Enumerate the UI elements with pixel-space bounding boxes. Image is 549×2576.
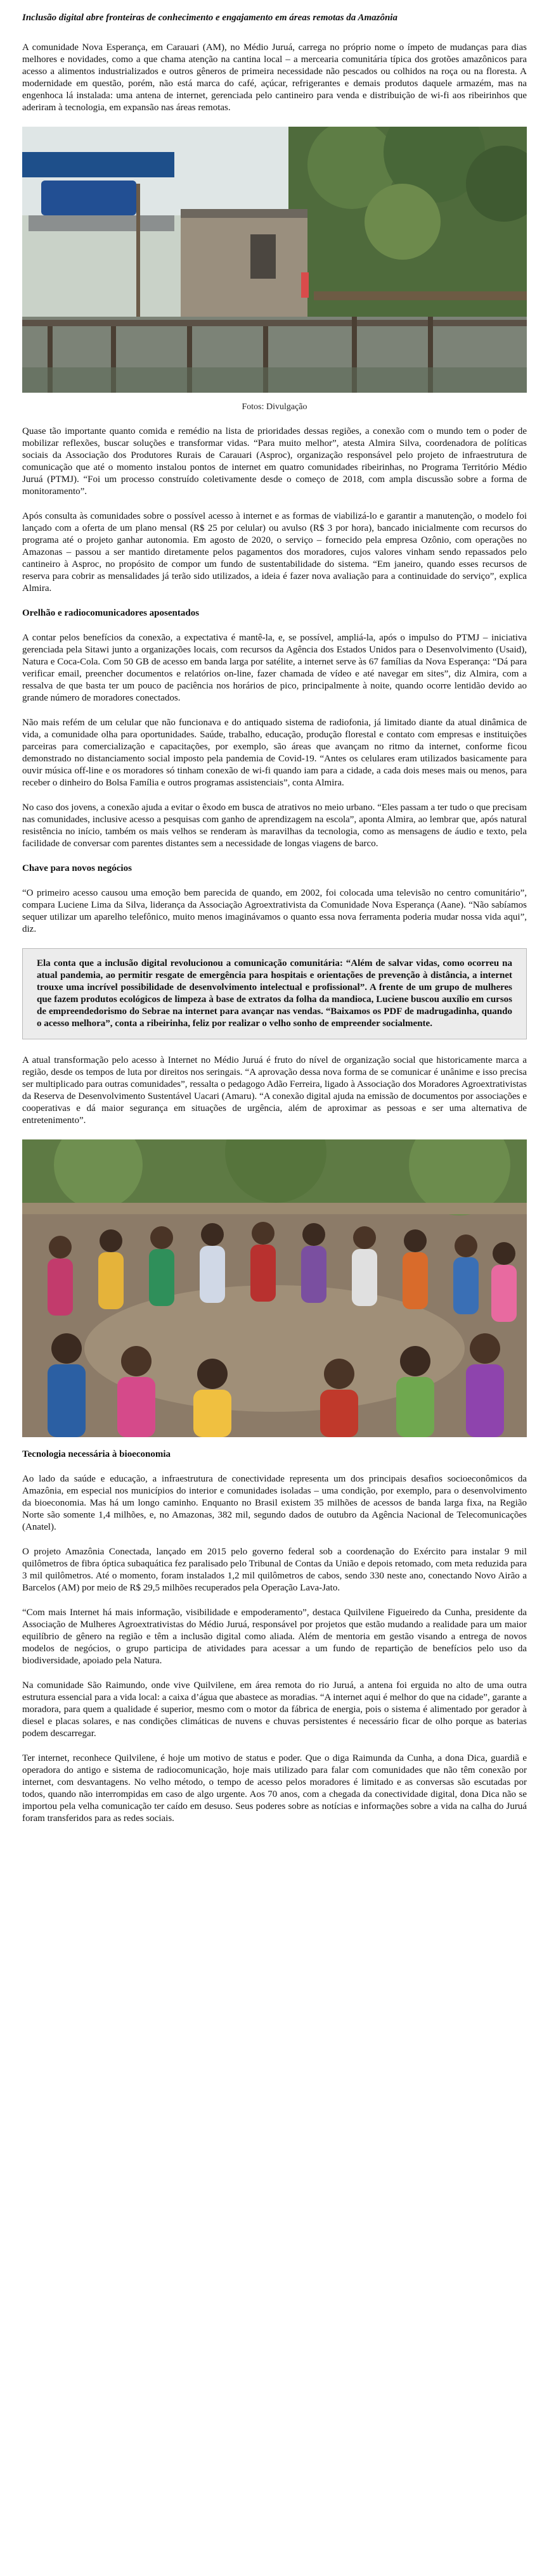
paragraph-8: A atual transformação pelo acesso à Internet no Médio Juruá é fruto do nível de organização social que historicamente marca a região, desde os tempos de luta por direitos nos seringais. “A aprovação dessa nova forma de se comunicar é unânime e isso precisa ser multiplicado para outras comunidades”, ressalta o pedagogo Adão Ferreira, ligado à Associação dos Moradores Agroextrativistas da Reserva de Desenvolvimento Sustentável Uacari (Amaru). “A conexão digital ajuda na emissão de documentos por associações e cooperativas e dá maior segurança em situações de urgência, além de aproximar as pessoas e ser uma alternativa de entretenimento”. xyxy=(22,1055,527,1126)
paragraph-11: “Com mais Internet há mais informação, visibilidade e empoderamento”, destaca Quilvilene Figueiredo da Cunha, presidente da Associação de Mulheres Agroextrativistas do Médio Juruá, responsável por projetos que estão mudando a realidade para um maior equilíbrio de gênero na região e têm a inclusão digital como aliada. Além de mentoria em gestão visando a entrega de novos modelos de negócios, o grupo participa de atividades para acessar a um fundo de repartição de benefícios pelo uso da biodiversidade, apoiado pela Natura. xyxy=(22,1608,527,1666)
subhead-orelhao: Orelhão e radiocomunicadores aposentados xyxy=(22,608,200,618)
photo-caption: Fotos: Divulgação xyxy=(242,402,307,412)
paragraph-10: O projeto Amazônia Conectada, lançado em 2015 pelo governo federal sob a coordenação do Exército para instalar 9 mil quilômetros de fibra óptica subaquática fez paralisado pelo Tribunal de Contas da União e depois retomado, com meta reduzida para 3 mil quilômetros. Até o momento, foram instalados 1,2 mil quilômetros de cabos, sendo 330 neste ano, conectando Novo Airão a Barcelos (AM) por meio de R$ 29,5 milhões recuperados pela Operação Lava-Jato. xyxy=(22,1547,527,1593)
paragraph-3: Após consulta às comunidades sobre o possível acesso à internet e as formas de viabilizá-lo e garantir a manutenção, o modelo foi lançado com a oferta de um plano mensal (R$ 25 por celular) ou avulso (R$ 3 por hora), bancado inicialmente com recursos do programa até o projeto ganhar autonomia. Em agosto de 2020, o serviço – fornecido pela empresa Ozônio, com operações no Amazonas – passou a ser mantido diretamente pelos pagamentos dos moradores, cujos valores vinham sendo repassados pelo cantineiro à Asproc, no propósito de compor um fundo de sustentabilidade do sistema. “Em janeiro, quando esses recursos de reserva para cobrir as mensalidades já terão sido utilizados, a ideia é fazer nova avaliação para a continuidade do serviço”, explica Almira. xyxy=(22,511,527,593)
paragraph-4: A contar pelos benefícios da conexão, a expectativa é mantê-la, e, se possível, ampliá-la, após o impulso do PTMJ – iniciativa gerenciada pela Sitawi junto a organizações locais, com recursos da Agência dos Estados Unidos para o Desenvolvimento (Usaid), Natura e Coca-Cola. Com 50 GB de acesso em banda larga por satélite, a internet serve às 67 famílias da Nova Esperança: “Dá para verificar email, preencher documentos e relatórios on-line, fazer chamada de vídeo e até navegar em sites”, diz Almira, com a ressalva de que basta ter um pouco de paciência nos horários de pico, principalmente à noite, quando ocorre lentidão devido ao grande número de moradores conectados. xyxy=(22,633,527,703)
photo-stilt-house xyxy=(22,127,527,393)
article-title: Inclusão digital abre fronteiras de conhecimento e engajamento em áreas remotas da Amazônia xyxy=(22,13,397,23)
paragraph-2: Quase tão importante quanto comida e remédio na lista de prioridades dessas regiões, a conexão com o mundo tem o poder de mobilizar reflexões, buscar soluções e transformar vidas. “Para muito melhor”, atesta Almira Silva, coordenadora de políticas sociais da Associação dos Produtores Rurais de Carauari (Asproc), organização responsável pelo projeto de infraestrutura de comunicação que até o momento instalou pontos de internet em quatro comunidades ribeirinhas, no Programa Território Médio Juruá (PTMJ). “Foi um processo construído coletivamente desde o começo de 2018, com ampla discussão sobre a forma de monitoramento”. xyxy=(22,426,527,497)
photo-women-meeting xyxy=(22,1139,527,1437)
subhead-bioeconomia: Tecnologia necessária à bioeconomia xyxy=(22,1449,171,1459)
subhead-negocios: Chave para novos negócios xyxy=(22,863,132,873)
paragraph-intro: A comunidade Nova Esperança, em Carauari (AM), no Médio Juruá, carrega no próprio nome o ímpeto de mudanças para dias melhores e novidades, como a que chama atenção na cantina local – a mercearia comunitária típica dos grotões amazônicos para acesso a alimentos industrializados e outros gêneros de primeira necessidade não pescados ou colhidos na roça ou na floresta. A modernidade em questão, porém, não está marca do café, açúcar, refrigerantes e demais produtos daquele armazém, mas na engenhoca lá instalada: uma antena de internet, gerenciada pelo cantineiro para venda e distribuição de wi-fi aos ribeirinhos que aderiram à tecnologia, em expansão nas áreas remotas. xyxy=(22,42,527,113)
paragraph-12: Na comunidade São Raimundo, onde vive Quilvilene, em área remota do rio Juruá, a antena foi erguida no alto de uma outra estrutura essencial para a vida local: a caixa d’água que abastece as moradias. “A internet aqui é melhor do que na cidade”, garante a moradora, para quem a qualidade é superior, mesmo com o motor da fábrica de energia, pois o sistema é alimentado por gerador à diesel e placas solares, e nas condições climáticas de nuvens e chuvas persistentes é necessário ficar de olho porque as baterias podem descarregar. xyxy=(22,1680,527,1739)
paragraph-7: “O primeiro acesso causou uma emoção bem parecida de quando, em 2002, foi colocada uma televisão no centro comunitário”, compara Luciene Lima da Silva, liderança da Associação Agroextrativista da Comunidade Nova Esperança (Aane). “Não sabíamos sequer utilizar um aparelho telefônico, muito menos imaginávamos o quanto essa nova ferramenta poderia mudar nossa vida aqui”, diz. xyxy=(22,888,527,934)
paragraph-9: Ao lado da saúde e educação, a infraestrutura de conectividade representa um dos principais desafios socioeconômicos da Amazônia, em especial nos municípios do interior e comunidades isoladas – uma condição, por exemplo, para o desenvolvimento da bioeconomia. Mas há um longo caminho. Enquanto no Brasil existem 35 milhões de acessos de banda larga fixa, na Região Norte são somente 1,4 milhões, e, no Amazonas, 382 mil, segundo dados de outubro da Agência Nacional de Telecomunicações (Anatel). xyxy=(22,1474,527,1532)
paragraph-13: Ter internet, reconhece Quilvilene, é hoje um motivo de status e poder. Que o diga Raimunda da Cunha, a dona Dica, guardiã e operadora do antigo e sistema de radiocomunicação, hoje mais utilizado para falar com comunidades que não têm conexão por internet, com desvantagens. No velho método, o tempo de acesso pelos moradores é limitado e as conversas são escutadas por todos, quando não interrompidas em caso de algo urgente. Aos 70 anos, com a chegada da conectividade digital, dona Dica não se importou pela velha comunicação ter caído em desuso. Seus poderes sobre as notícias e informações sobre a vida na calha do Juruá foram transferidos para as redes sociais. xyxy=(22,1753,527,1824)
paragraph-6: No caso dos jovens, a conexão ajuda a evitar o êxodo em busca de atrativos no meio urbano. “Eles passam a ter tudo o que precisam nas comunidades, inclusive acesso a pesquisas com ganho de aprendizagem na escola”, aponta Almira, ao lembrar que, após natural resistência no início, também os mais velhos se renderam às maravilhas da tecnologia, como as mensagens de áudio e texto, pela facilidade de conversar com parentes distantes sem a necessidade de longas viagens de barco. xyxy=(22,803,527,849)
women-meeting-image xyxy=(22,1139,527,1437)
stilt-house-image xyxy=(22,127,527,393)
quote-box: Ela conta que a inclusão digital revolucionou a comunicação comunitária: “Além de salvar vidas, como ocorreu na atual pandemia, ao permitir resgate de emergência para hospitais e orientações de prevenção à distância, a internet trouxe uma incrível possibilidade de desenvolvimento intelectual e profissional”. A frente de um grupo de mulheres que fazem produtos ecológicos de limpeza à base de extratos da folha da mandioca, Luciene buscou auxílio em cursos de empreendedorismo do Sebrae na internet para avançar nas vendas. “Baixamos os PDF de madrugadinha, quando o acesso melhora”, conta a ribeirinha, feliz por realizar o velho sonho de empreender socialmente. xyxy=(22,948,527,1039)
paragraph-5: Não mais refém de um celular que não funcionava e do antiquado sistema de radiofonia, já limitado diante da atual dinâmica de vida, a comunidade olha para oportunidades. Saúde, trabalho, educação, produção florestal e contato com empresas e instituições parceiras para comercialização e capacitações, por exemplo, são áreas que avançam no ritmo da internet, conforme ficou demonstrado no distanciamento social imposto pela pandemia de Covid-19. “Antes os celulares eram utilizados basicamente para ouvir música off-line e os moradores só tinham conexão de wi-fi quando iam para a cidade, a cada dois meses mais ou menos, para receber o dinheiro do Bolsa Família e outros programas assistenciais”, conta Almira. xyxy=(22,718,527,788)
